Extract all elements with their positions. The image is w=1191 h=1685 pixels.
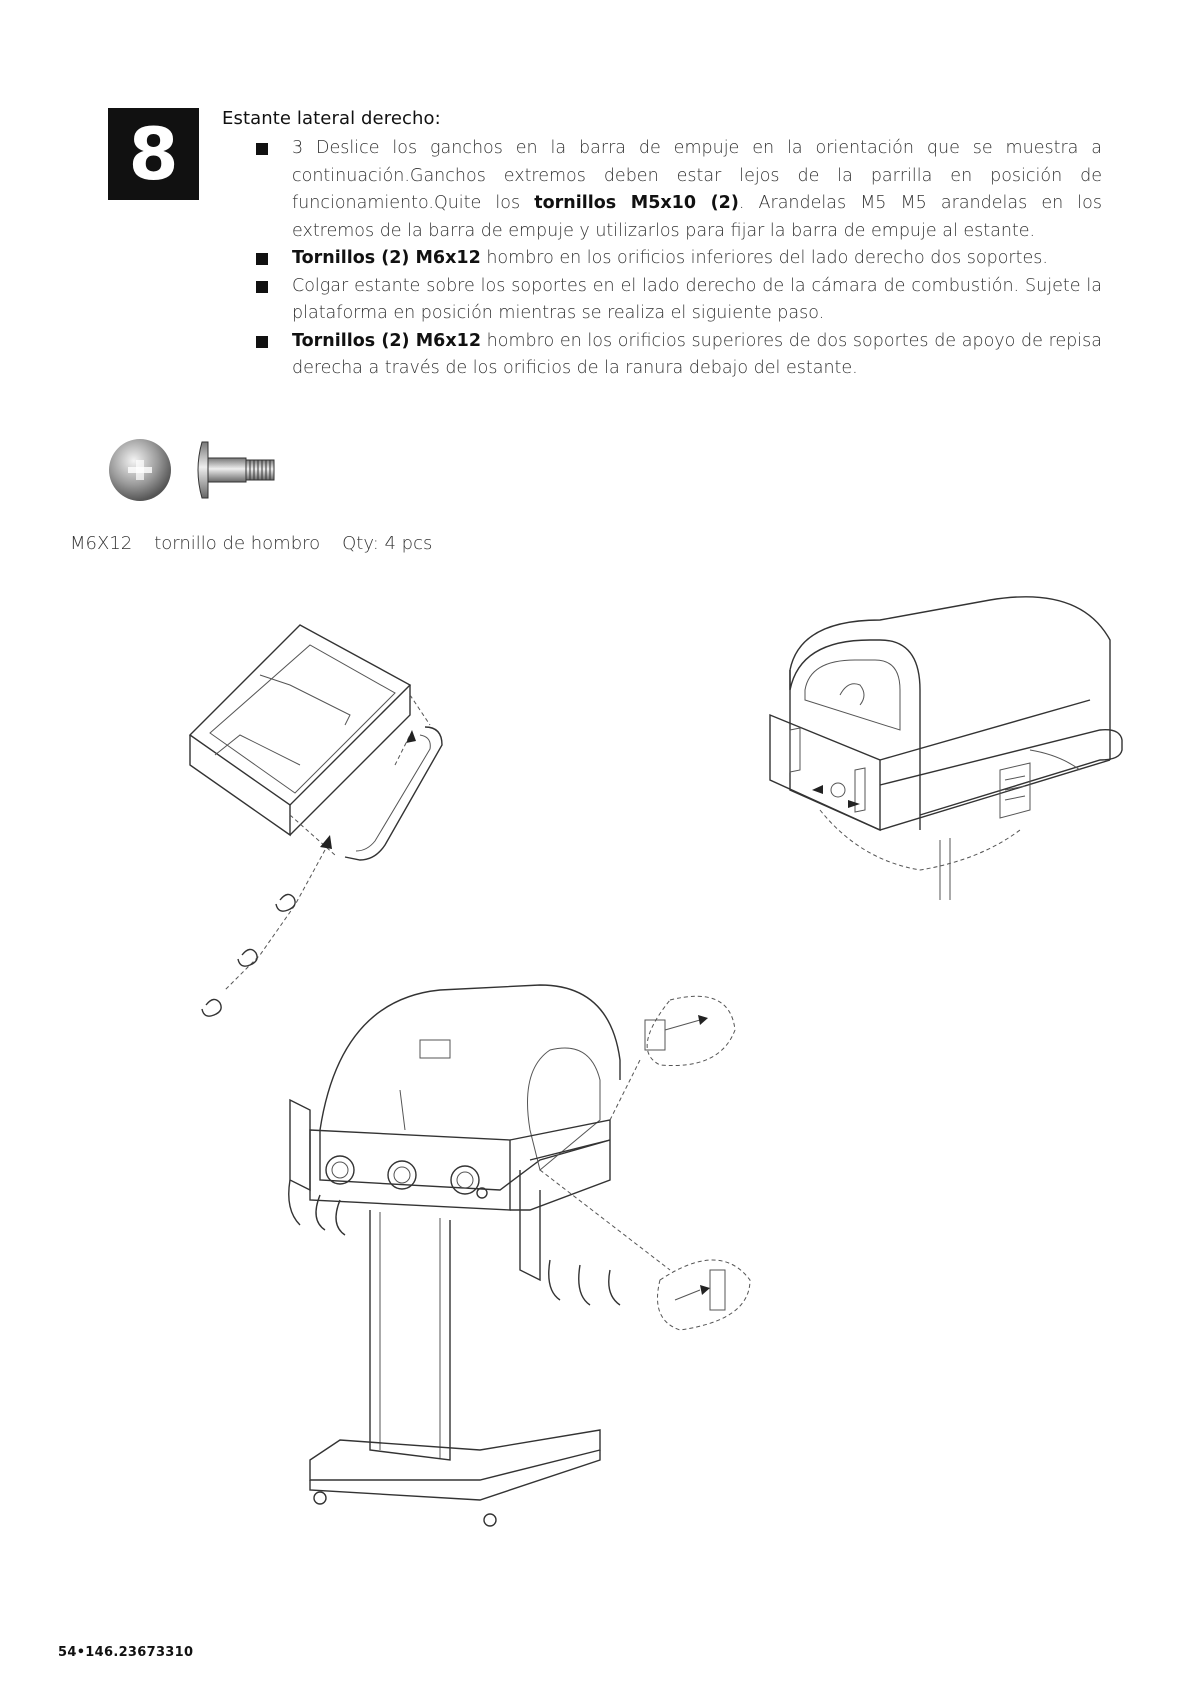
instruction-text: 3 Deslice los ganchos en la barra de empuje en la orientación que se muestra a continuación.Ganchos extremos deben estar lejos de la parrilla en posición de funcionamiento.Quite los: [292, 138, 1102, 213]
instruction-list: [222, 135, 1102, 383]
instruction-item: [292, 328, 1102, 383]
shelf-assembly-diagram: [170, 615, 490, 1015]
instruction-text: Colgar estante sobre los soportes en el lado derecho de la cámara de combustión. Sujete la plataforma en posición mientras se realiza el siguiente paso.: [292, 275, 1102, 323]
instruction-item: [292, 273, 1102, 328]
shoulder-bolt-illustration: [108, 434, 278, 504]
part-code: M6X12: [70, 533, 133, 554]
part-name: tornillo de hombro: [154, 533, 321, 554]
part-label: [70, 533, 432, 554]
section-heading: Estante lateral derecho:: [222, 108, 441, 129]
part-qty: Qty: 4 pcs: [342, 533, 433, 554]
instruction-emphasis: tornillos M5x10 (2): [534, 193, 739, 213]
firebox-brackets-diagram: [760, 580, 1140, 920]
instruction-text: hombro en los orificios superiores de dos soportes de apoyo de repisa derecha a través de los orificios de la ranura debajo del estante.: [292, 330, 1102, 378]
instruction-item: [292, 245, 1102, 273]
instruction-text: hombro en los orificios inferiores del lado derecho dos soportes.: [480, 248, 1048, 268]
document-footer-code: 54•146.23673310: [58, 1645, 194, 1660]
step-number-badge: 8: [108, 108, 199, 200]
grill-overview-diagram: [280, 980, 980, 1620]
instruction-item: [292, 135, 1102, 245]
instruction-emphasis: Tornillos (2) M6x12: [292, 248, 481, 268]
instructions-block: [222, 108, 1102, 383]
bolt-side-icon: [198, 442, 208, 498]
instruction-emphasis: Tornillos (2) M6x12: [292, 330, 481, 351]
instruction-text: . Arandelas M5 M5 arandelas en los extremos de la barra de empuje y utilizarlos para fijar la barra de empuje al estante.: [292, 193, 1102, 241]
